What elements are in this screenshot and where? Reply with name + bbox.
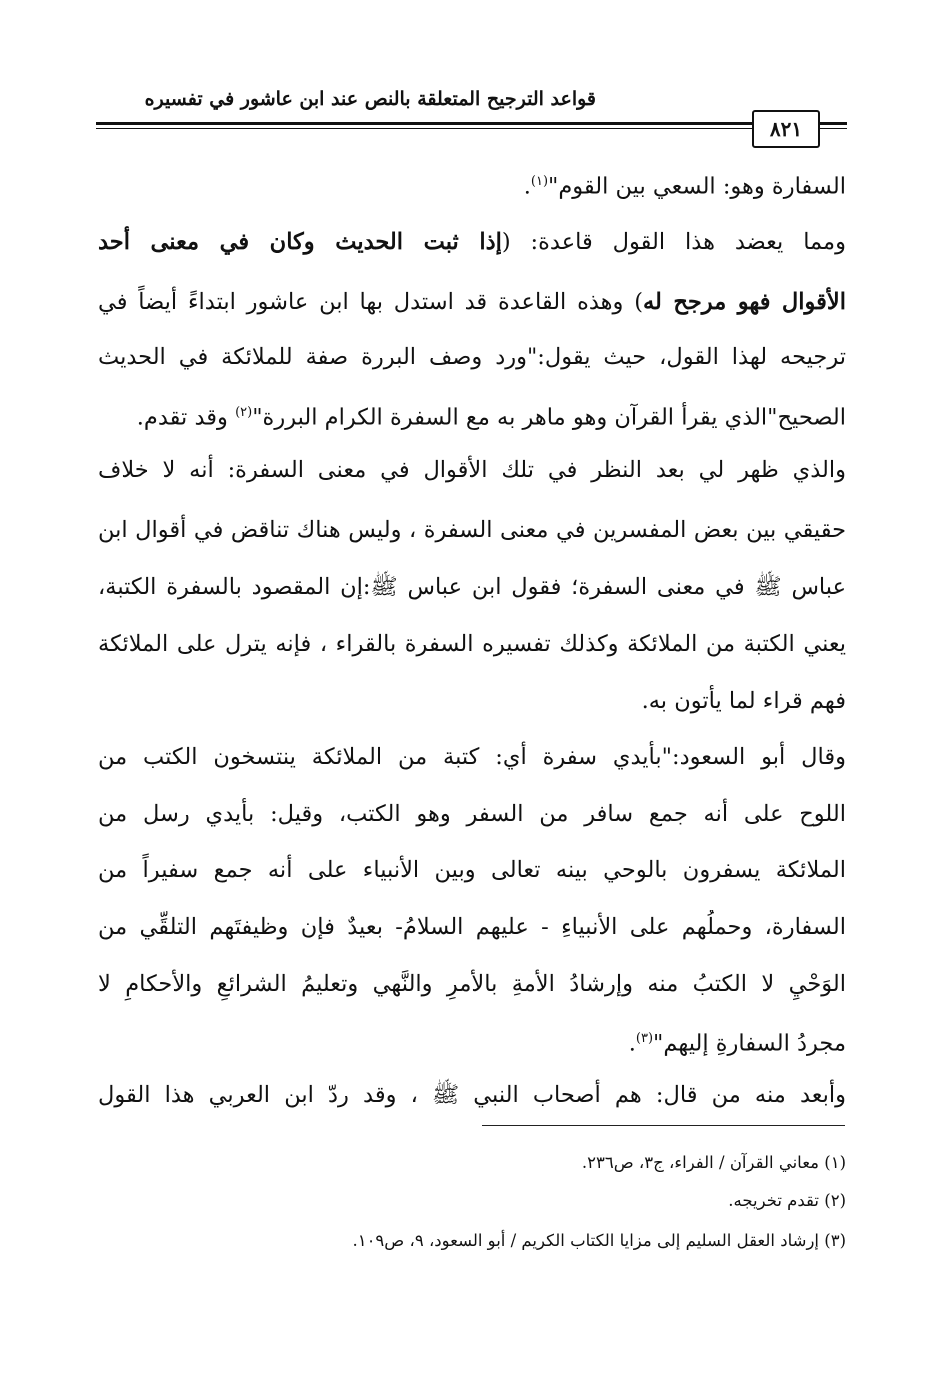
- header-rule-thin: [96, 128, 847, 129]
- text-line-1: [98, 165, 846, 204]
- text-line-5: [98, 396, 846, 435]
- text-line-10: فهم قراء لما يأتون به.: [641, 688, 846, 714]
- footnote-1: (١) معاني القرآن / الفراء، ج٣، ص٢٣٦.: [581, 1153, 846, 1172]
- text-line-14: السفارة، وحملُهم على الأنبياءِ - عليهم السلامُ- بعيدٌ فإن وظيفتَهم التلقِّي من: [98, 914, 846, 940]
- running-header-title: قواعد الترجيح المتعلقة بالنص عند ابن عاشور في تفسيره: [144, 88, 596, 110]
- text-line-7: حقيقي بين بعض المفسرين في معنى السفرة ، وليس هناك تناقض في أقوال ابن: [98, 517, 846, 543]
- text-line-11: وقال أبو السعود:"بأيدي سفرة أي: كتبة من الملائكة ينتسخون الكتب من: [98, 744, 846, 770]
- rule-statement-bold: إذا ثبت الحديث وكان في معنى أحد: [98, 229, 502, 255]
- line-text: ) وهذه القاعدة قد استدل بها ابن عاشور ابتداءً أيضاً في: [98, 289, 643, 315]
- text-line-8: عباس ﷺ في معنى السفرة؛ فقول ابن عباس ﷺ:إن المقصود بالسفرة الكتبة،: [98, 574, 846, 600]
- line-text: الصحيح"الذي يقرأ القرآن وهو ماهر به مع السفرة الكرام البررة": [252, 404, 846, 431]
- footnote-ref-3: (٣): [635, 1031, 654, 1046]
- page-number: ٨٢١: [752, 110, 820, 148]
- line-text: مجردُ السفارةِ إليهم": [653, 1030, 846, 1057]
- text-line-15: الوَحْيِ لا الكتبُ منه وإرشادُ الأمةِ بالأمرِ والنَّهي وتعليمُ الشرائعِ والأحكامِ لا: [98, 971, 846, 997]
- text-line-13: الملائكة يسفرون بالوحي بينه تعالى وبين الأنبياء على أنه جمع سفيراً من: [98, 857, 846, 883]
- text-line-9: يعني الكتبة من الملائكة وكذلك تفسيره السفرة بالقراء ، فإنه يترل على الملائكة: [98, 631, 846, 657]
- header-rule-thick: [96, 122, 847, 125]
- text-line-3: [98, 285, 846, 319]
- text-line-2: [98, 225, 846, 259]
- footnote-2: (٢) تقدم تخريجه.: [728, 1191, 846, 1210]
- text-line-12: اللوح على أنه جمع سافر من السفر وهو الكتب، وقيل: بأيدي رسل من: [98, 801, 846, 827]
- footnote-separator: [482, 1125, 845, 1126]
- rule-statement-bold-cont: الأقوال فهو مرجح له: [642, 289, 846, 315]
- text-line-17: وأبعد منه من قال: هم أصحاب النبي ﷺ ، وقد ردّ ابن العربي هذا القول: [98, 1082, 846, 1108]
- footnote-3: (٣) إرشاد العقل السليم إلى مزايا الكتاب الكريم / أبو السعود، ٩، ص١٠٩.: [352, 1231, 846, 1250]
- text-line-6: والذي ظهر لي بعد النظر في تلك الأقوال في معنى السفرة: أنه لا خلاف: [98, 457, 846, 483]
- line-tail: .: [523, 173, 531, 200]
- line-tail: .: [628, 1030, 636, 1057]
- line-text: السفارة وهو: السعي بين القوم": [548, 173, 846, 200]
- line-text: ومما يعضد هذا القول قاعدة: (: [501, 229, 846, 255]
- text-line-16: [98, 1022, 846, 1061]
- text-line-4: ترجيحه لهذا القول، حيث يقول:"ورد وصف البررة صفة للملائكة في الحديث: [98, 344, 846, 370]
- line-tail: وقد تقدم.: [136, 404, 236, 431]
- footnote-ref-2: (٢): [235, 405, 253, 420]
- footnote-ref-1: (١): [530, 174, 549, 189]
